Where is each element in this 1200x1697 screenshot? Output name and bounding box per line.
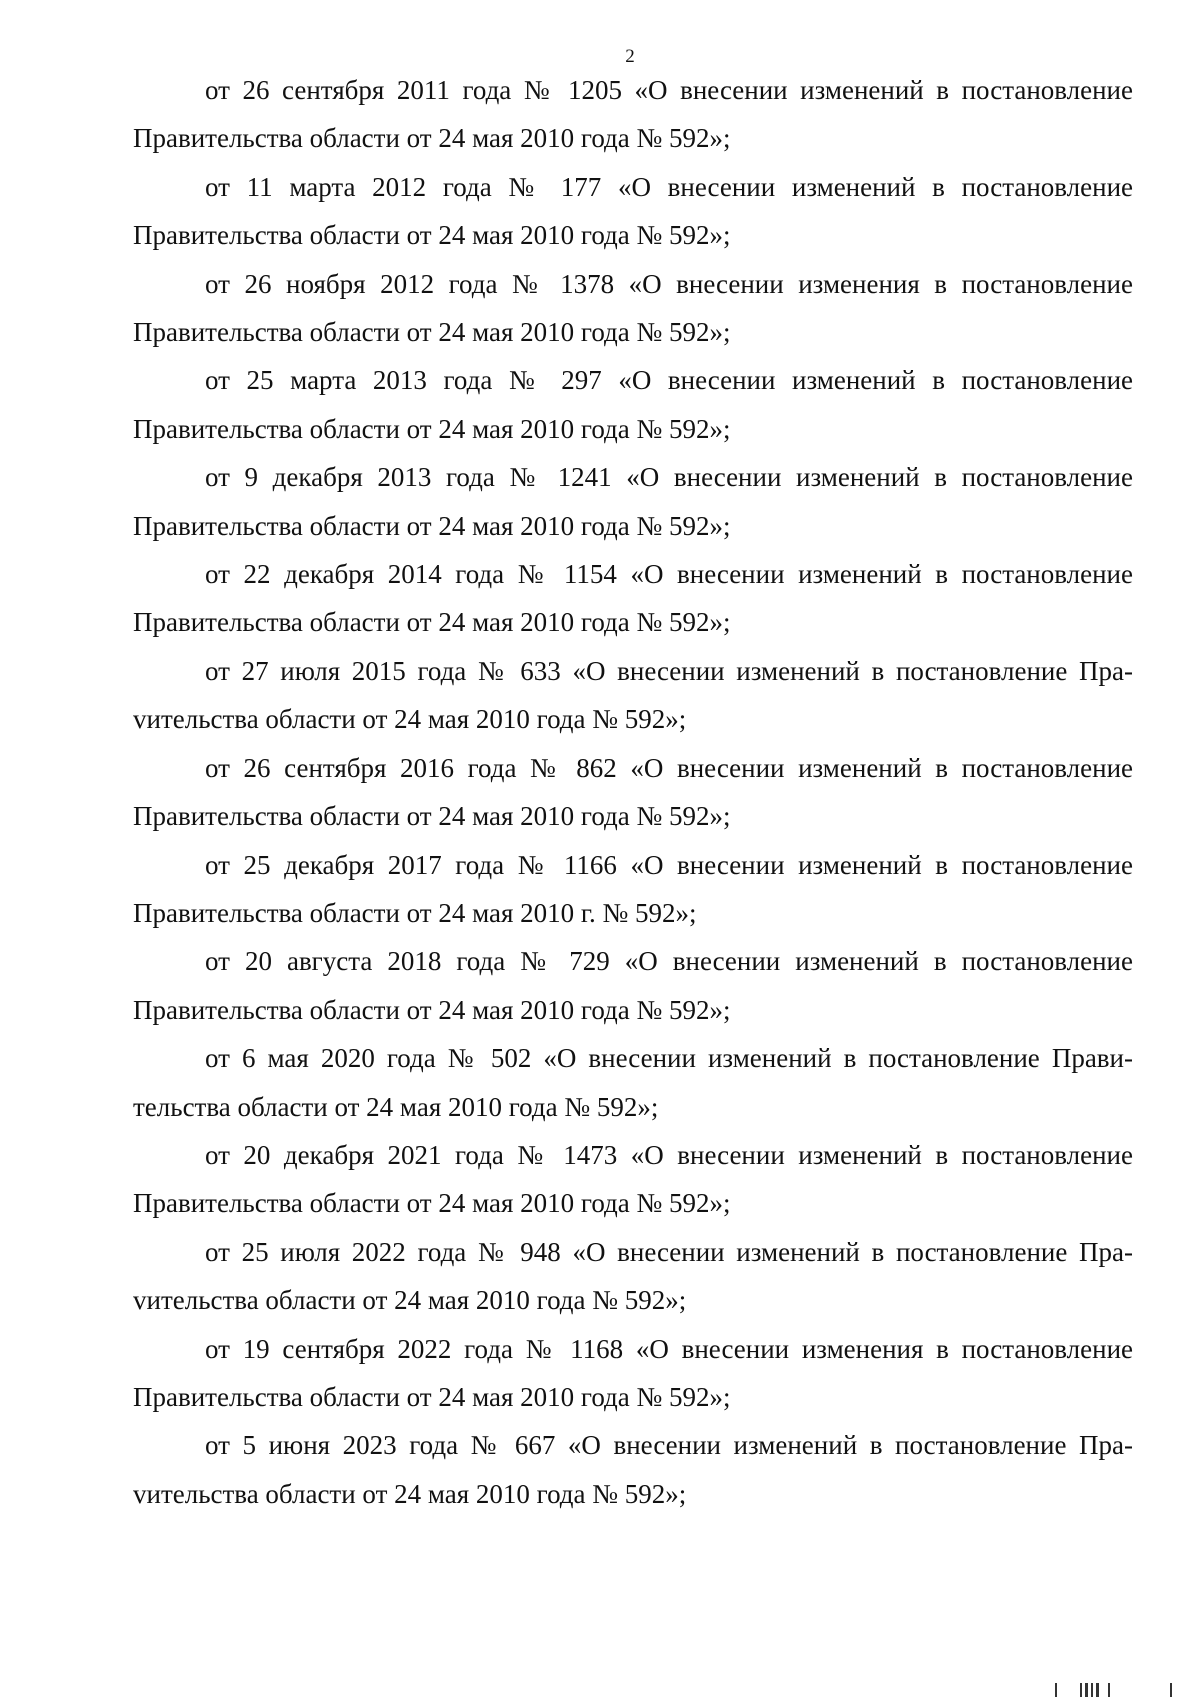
list-item: от 22 декабря 2014 года № 1154 «О внесении изменений в постановление Правительства области от 24 мая 2010 года № 592»; [133, 559, 1133, 638]
list-item: от 19 сентября 2022 года № 1168 «О внесении изменения в постановление Правительства области от 24 мая 2010 года № 592»; [133, 1333, 1133, 1412]
list-item: от 26 сентября 2016 года № 862 «О внесении изменений в постановление Правительства области от 24 мая 2010 года № 592»; [133, 752, 1133, 832]
scan-mark [1055, 1683, 1057, 1697]
list-item: от 20 августа 2018 года № 729 «О внесении изменений в постановление Правительства области от 24 мая 2010 года № 592»; [133, 946, 1133, 1025]
scan-mark [1085, 1683, 1088, 1697]
page-number: 2 [625, 46, 635, 67]
list-item: от 25 июля 2022 года № 948 «О внесении изменений в постановление Праvительства области от 24 мая 2010 года № 592»; [133, 1236, 1133, 1316]
list-item: от 27 июля 2015 года № 633 «О внесении изменений в постановление Праvительства области от 24 мая 2010 года № 592»; [133, 655, 1133, 735]
list-item: от 9 декабря 2013 года № 1241 «О внесении изменений в постановление Правительства области от 24 мая 2010 года № 592»; [133, 462, 1133, 541]
amendments-list [133, 66, 1133, 1518]
scan-mark [1091, 1683, 1093, 1697]
list-item: от 6 мая 2020 года № 502 «О внесении изменений в постановление Правительства области от 24 мая 2010 года № 592»; [133, 1043, 1133, 1122]
list-item: от 5 июня 2023 года № 667 «О внесении изменений в постановление Праvительства области от 24 мая 2010 года № 592»; [133, 1430, 1133, 1509]
list-item: от 25 декабря 2017 года № 1166 «О внесении изменений в постановление Правительства области от 24 мая 2010 г. № 592»; [133, 849, 1133, 928]
scan-mark [1096, 1683, 1099, 1697]
scan-mark [1108, 1683, 1110, 1697]
list-item: от 20 декабря 2021 года № 1473 «О внесении изменений в постановление Правительства области от 24 мая 2010 года № 592»; [133, 1139, 1133, 1219]
list-item: от 25 марта 2013 года № 297 «О внесении изменений в постановление Правительства области от 24 мая 2010 года № 592»; [133, 365, 1133, 444]
scan-mark [1080, 1683, 1082, 1697]
scan-mark [1170, 1683, 1172, 1697]
list-item: от 11 марта 2012 года № 177 «О внесении изменений в постановление Правительства области от 24 мая 2010 года № 592»; [133, 171, 1133, 251]
list-item: от 26 сентября 2011 года № 1205 «О внесении изменений в постановление Правительства области от 24 мая 2010 года № 592»; [133, 75, 1133, 154]
list-item: от 26 ноября 2012 года № 1378 «О внесении изменения в постановление Правительства области от 24 мая 2010 года № 592»; [133, 268, 1133, 348]
